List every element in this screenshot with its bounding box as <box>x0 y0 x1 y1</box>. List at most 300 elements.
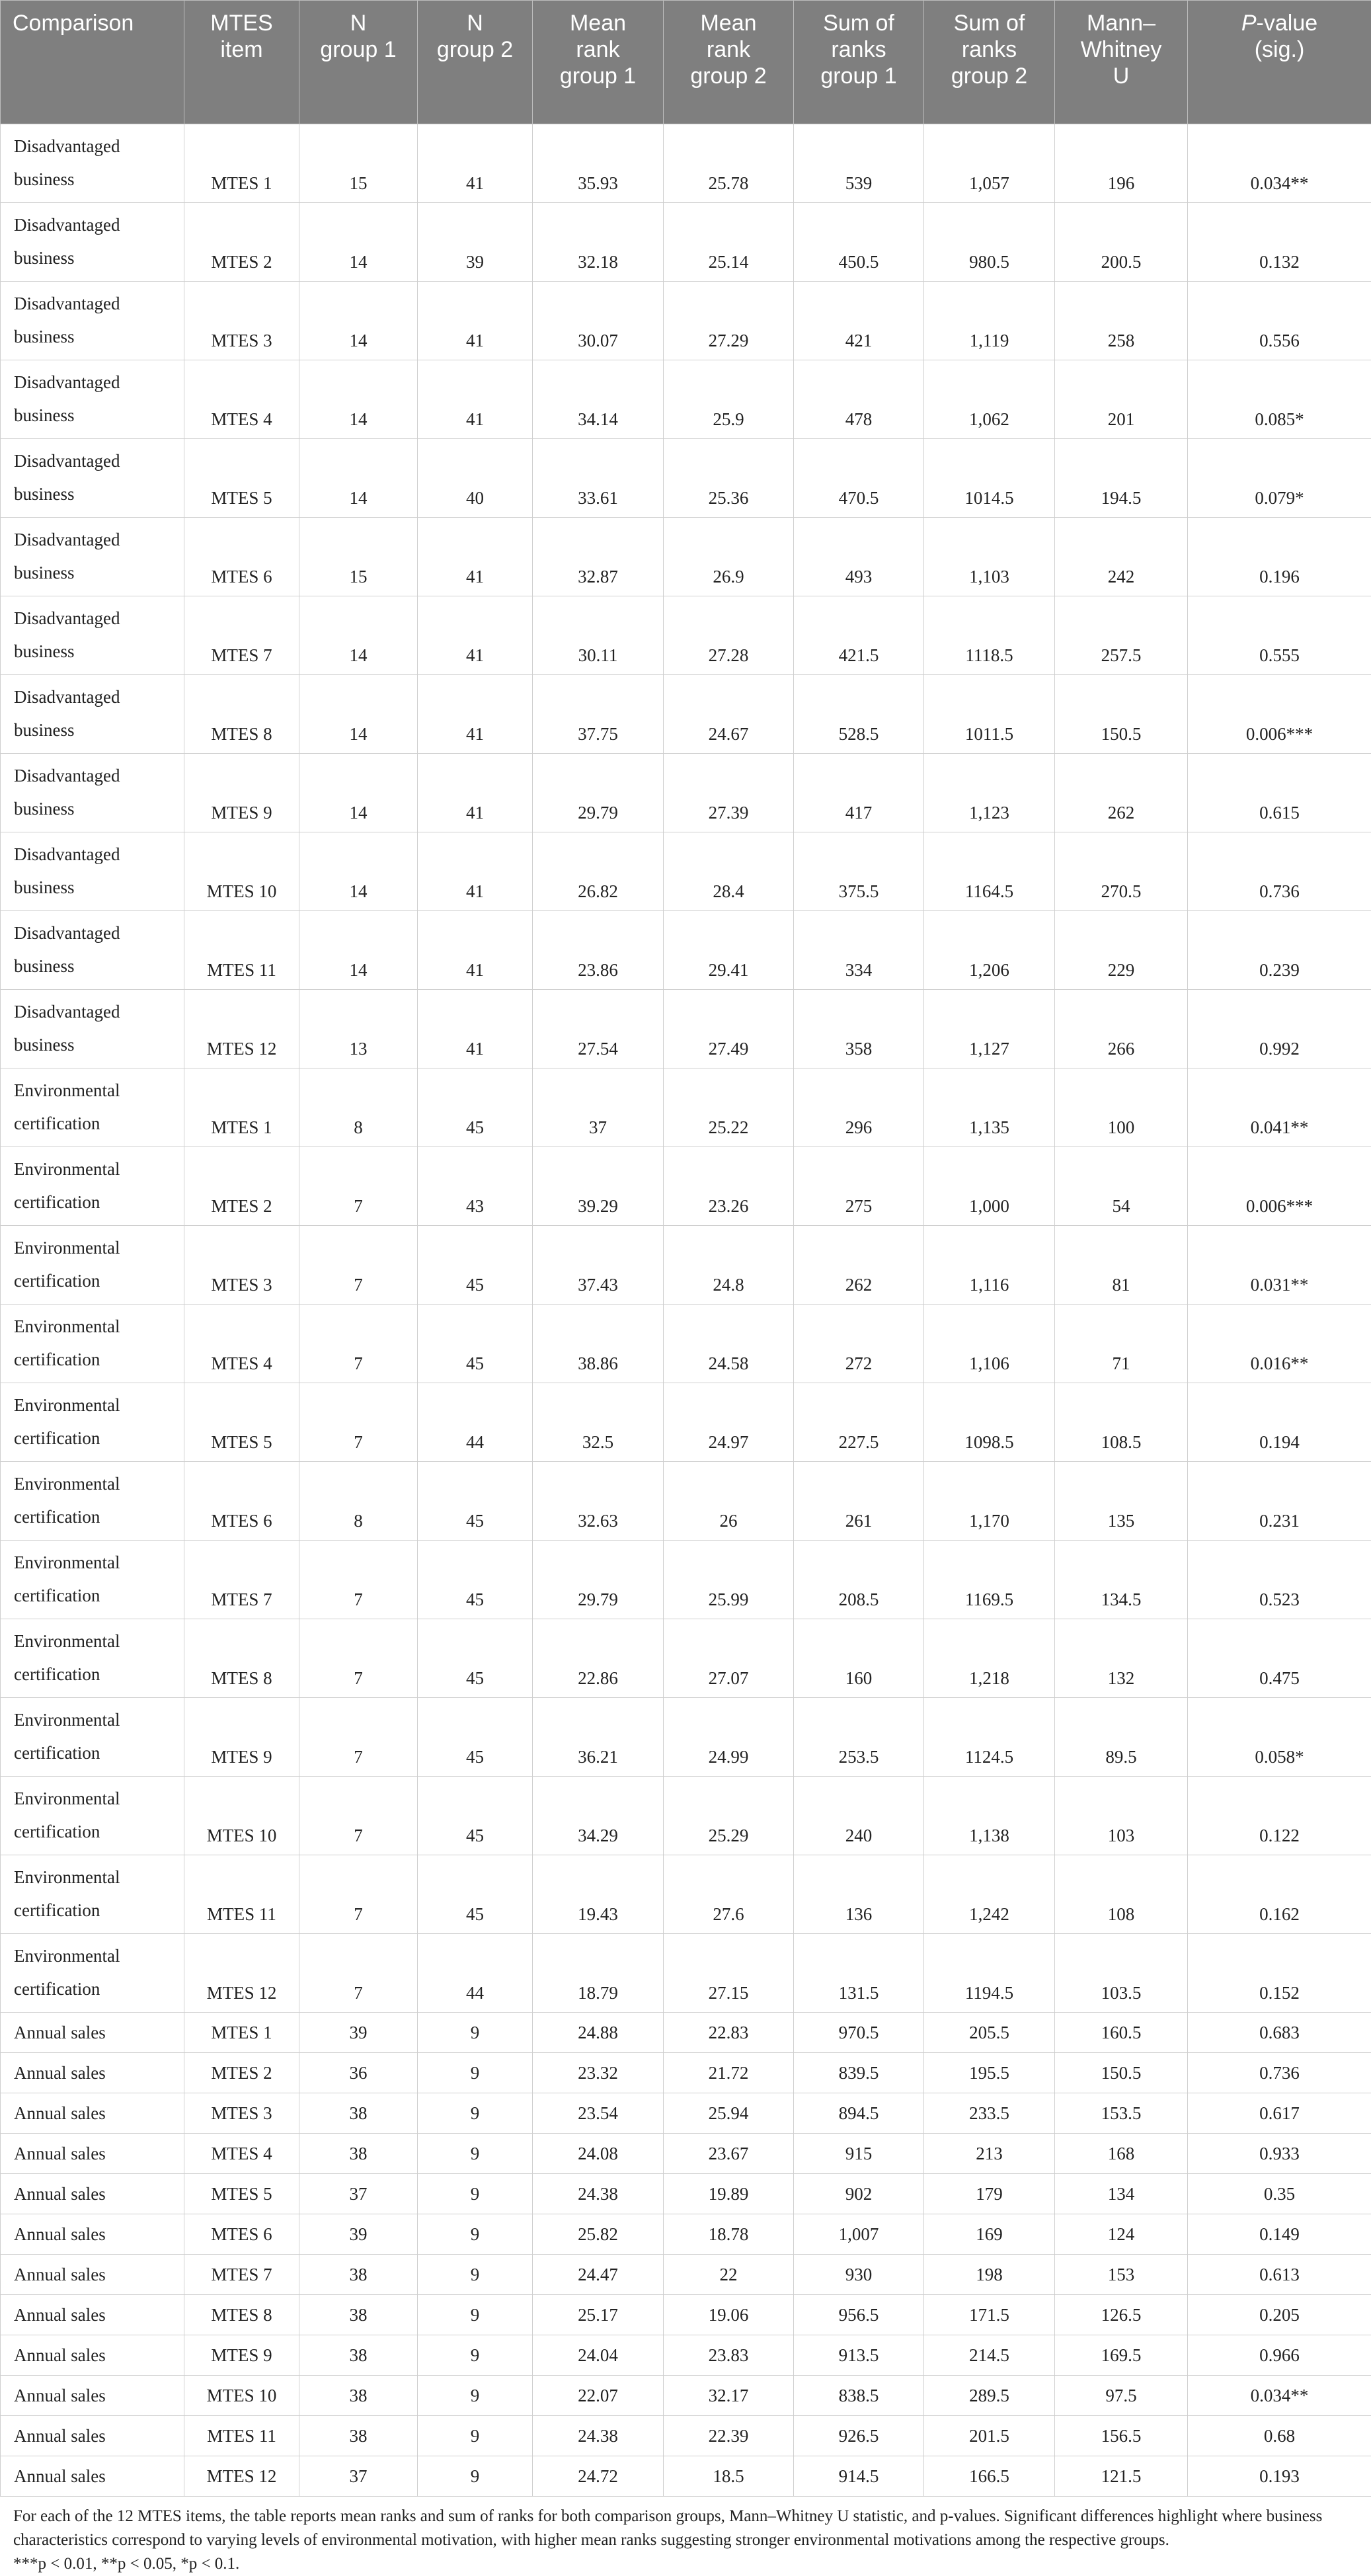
cell-mtes-item: MTES 4 <box>184 1305 299 1383</box>
cell-p-value: 0.006*** <box>1188 1147 1371 1226</box>
table-row <box>1 1147 1371 1226</box>
cell-n-group-1: 38 <box>299 2376 418 2416</box>
cell-mann-whitney-u: 266 <box>1055 990 1188 1068</box>
cell-mtes-item: MTES 1 <box>184 124 299 203</box>
cell-n-group-1: 14 <box>299 832 418 911</box>
cell-n-group-2: 9 <box>418 2093 533 2134</box>
cell-mean-rank-group-1: 32.63 <box>533 1462 664 1541</box>
cell-mann-whitney-u: 71 <box>1055 1305 1188 1383</box>
cell-mtes-item: MTES 11 <box>184 911 299 990</box>
cell-comparison: Annual sales <box>1 2456 184 2497</box>
cell-mean-rank-group-2: 25.9 <box>664 360 794 439</box>
cell-n-group-1: 37 <box>299 2456 418 2497</box>
cell-sum-ranks-group-2: 1,218 <box>924 1619 1055 1698</box>
cell-n-group-2: 40 <box>418 439 533 518</box>
cell-sum-ranks-group-1: 902 <box>794 2174 924 2214</box>
cell-mean-rank-group-1: 38.86 <box>533 1305 664 1383</box>
cell-n-group-1: 7 <box>299 1777 418 1855</box>
cell-sum-ranks-group-1: 528.5 <box>794 675 924 754</box>
cell-n-group-1: 14 <box>299 754 418 832</box>
cell-mann-whitney-u: 108 <box>1055 1855 1188 1934</box>
cell-mean-rank-group-2: 27.15 <box>664 1934 794 2013</box>
table-row <box>1 596 1371 675</box>
cell-mann-whitney-u: 257.5 <box>1055 596 1188 675</box>
cell-n-group-1: 38 <box>299 2093 418 2134</box>
cell-mean-rank-group-2: 25.22 <box>664 1068 794 1147</box>
header-mean-rank-group-1: Mean rank group 1 <box>533 1 664 124</box>
cell-sum-ranks-group-2: 201.5 <box>924 2416 1055 2456</box>
cell-comparison: Environmental certification <box>1 1698 184 1777</box>
cell-n-group-2: 41 <box>418 596 533 675</box>
cell-mean-rank-group-1: 32.5 <box>533 1383 664 1462</box>
cell-p-value: 0.613 <box>1188 2255 1371 2295</box>
cell-sum-ranks-group-1: 272 <box>794 1305 924 1383</box>
cell-sum-ranks-group-2: 205.5 <box>924 2013 1055 2053</box>
cell-p-value: 0.194 <box>1188 1383 1371 1462</box>
cell-mann-whitney-u: 153.5 <box>1055 2093 1188 2134</box>
cell-n-group-2: 44 <box>418 1934 533 2013</box>
cell-n-group-1: 38 <box>299 2416 418 2456</box>
cell-comparison: Annual sales <box>1 2214 184 2255</box>
cell-n-group-1: 14 <box>299 439 418 518</box>
cell-mtes-item: MTES 3 <box>184 282 299 360</box>
cell-n-group-2: 41 <box>418 754 533 832</box>
cell-comparison: Annual sales <box>1 2376 184 2416</box>
cell-mtes-item: MTES 5 <box>184 2174 299 2214</box>
table-row <box>1 832 1371 911</box>
cell-sum-ranks-group-1: 334 <box>794 911 924 990</box>
cell-mann-whitney-u: 201 <box>1055 360 1188 439</box>
table-row <box>1 1462 1371 1541</box>
header-sum-ranks-group-2: Sum of ranks group 2 <box>924 1 1055 124</box>
cell-mann-whitney-u: 150.5 <box>1055 2053 1188 2093</box>
table-row <box>1 1777 1371 1855</box>
cell-mann-whitney-u: 229 <box>1055 911 1188 990</box>
cell-n-group-2: 45 <box>418 1068 533 1147</box>
cell-mean-rank-group-2: 26 <box>664 1462 794 1541</box>
cell-p-value: 0.205 <box>1188 2295 1371 2335</box>
cell-sum-ranks-group-1: 227.5 <box>794 1383 924 1462</box>
cell-mann-whitney-u: 153 <box>1055 2255 1188 2295</box>
cell-sum-ranks-group-2: 1194.5 <box>924 1934 1055 2013</box>
table-row <box>1 990 1371 1068</box>
table-row <box>1 439 1371 518</box>
cell-p-value: 0.152 <box>1188 1934 1371 2013</box>
cell-sum-ranks-group-2: 1,119 <box>924 282 1055 360</box>
table-row <box>1 2013 1371 2053</box>
cell-sum-ranks-group-2: 1,170 <box>924 1462 1055 1541</box>
cell-mann-whitney-u: 150.5 <box>1055 675 1188 754</box>
cell-mtes-item: MTES 5 <box>184 1383 299 1462</box>
cell-p-value: 0.193 <box>1188 2456 1371 2497</box>
cell-p-value: 0.034** <box>1188 124 1371 203</box>
cell-mean-rank-group-1: 30.11 <box>533 596 664 675</box>
cell-mean-rank-group-1: 22.86 <box>533 1619 664 1698</box>
header-comparison: Comparison <box>1 1 184 124</box>
cell-mean-rank-group-1: 29.79 <box>533 754 664 832</box>
cell-mean-rank-group-1: 27.54 <box>533 990 664 1068</box>
cell-comparison: Annual sales <box>1 2255 184 2295</box>
cell-comparison: Disadvantaged business <box>1 675 184 754</box>
header-mean-rank-group-2: Mean rank group 2 <box>664 1 794 124</box>
cell-comparison: Environmental certification <box>1 1855 184 1934</box>
cell-mean-rank-group-1: 24.08 <box>533 2134 664 2174</box>
cell-sum-ranks-group-1: 160 <box>794 1619 924 1698</box>
table-row <box>1 1934 1371 2013</box>
cell-mtes-item: MTES 12 <box>184 2456 299 2497</box>
cell-p-value: 0.556 <box>1188 282 1371 360</box>
cell-sum-ranks-group-1: 421.5 <box>794 596 924 675</box>
cell-comparison: Disadvantaged business <box>1 360 184 439</box>
cell-comparison: Environmental certification <box>1 1383 184 1462</box>
cell-comparison: Environmental certification <box>1 1619 184 1698</box>
cell-mann-whitney-u: 200.5 <box>1055 203 1188 282</box>
cell-p-value: 0.68 <box>1188 2416 1371 2456</box>
header-mtes-item: MTES item <box>184 1 299 124</box>
cell-mtes-item: MTES 2 <box>184 1147 299 1226</box>
cell-sum-ranks-group-2: 1,242 <box>924 1855 1055 1934</box>
cell-comparison: Disadvantaged business <box>1 282 184 360</box>
cell-sum-ranks-group-2: 1,000 <box>924 1147 1055 1226</box>
cell-mean-rank-group-1: 24.72 <box>533 2456 664 2497</box>
cell-n-group-2: 45 <box>418 1462 533 1541</box>
cell-n-group-2: 39 <box>418 203 533 282</box>
cell-mtes-item: MTES 9 <box>184 1698 299 1777</box>
cell-sum-ranks-group-2: 1,116 <box>924 1226 1055 1305</box>
cell-mean-rank-group-2: 27.28 <box>664 596 794 675</box>
table-footnote <box>0 2497 1371 2576</box>
cell-n-group-1: 14 <box>299 203 418 282</box>
cell-mtes-item: MTES 8 <box>184 1619 299 1698</box>
cell-mean-rank-group-2: 23.26 <box>664 1147 794 1226</box>
cell-mean-rank-group-1: 22.07 <box>533 2376 664 2416</box>
cell-n-group-2: 41 <box>418 124 533 203</box>
cell-sum-ranks-group-1: 470.5 <box>794 439 924 518</box>
cell-mean-rank-group-2: 27.6 <box>664 1855 794 1934</box>
cell-n-group-1: 7 <box>299 1383 418 1462</box>
cell-n-group-2: 9 <box>418 2053 533 2093</box>
cell-comparison: Environmental certification <box>1 1305 184 1383</box>
table-row <box>1 1855 1371 1934</box>
cell-mean-rank-group-1: 30.07 <box>533 282 664 360</box>
table-row <box>1 360 1371 439</box>
cell-mann-whitney-u: 160.5 <box>1055 2013 1188 2053</box>
cell-sum-ranks-group-1: 1,007 <box>794 2214 924 2255</box>
cell-n-group-1: 39 <box>299 2214 418 2255</box>
cell-n-group-2: 9 <box>418 2214 533 2255</box>
cell-mean-rank-group-2: 18.5 <box>664 2456 794 2497</box>
cell-mean-rank-group-1: 24.04 <box>533 2335 664 2376</box>
cell-p-value: 0.239 <box>1188 911 1371 990</box>
cell-n-group-1: 38 <box>299 2134 418 2174</box>
cell-mann-whitney-u: 89.5 <box>1055 1698 1188 1777</box>
table-row <box>1 2376 1371 2416</box>
cell-sum-ranks-group-1: 970.5 <box>794 2013 924 2053</box>
cell-sum-ranks-group-2: 1011.5 <box>924 675 1055 754</box>
cell-mtes-item: MTES 11 <box>184 2416 299 2456</box>
cell-n-group-2: 45 <box>418 1855 533 1934</box>
cell-mean-rank-group-1: 36.21 <box>533 1698 664 1777</box>
cell-mtes-item: MTES 2 <box>184 2053 299 2093</box>
cell-p-value: 0.231 <box>1188 1462 1371 1541</box>
cell-sum-ranks-group-1: 375.5 <box>794 832 924 911</box>
cell-mann-whitney-u: 97.5 <box>1055 2376 1188 2416</box>
table-row <box>1 1305 1371 1383</box>
cell-mean-rank-group-2: 29.41 <box>664 911 794 990</box>
cell-n-group-1: 15 <box>299 518 418 596</box>
table-row <box>1 1698 1371 1777</box>
cell-mean-rank-group-2: 24.67 <box>664 675 794 754</box>
cell-mtes-item: MTES 6 <box>184 1462 299 1541</box>
cell-p-value: 0.35 <box>1188 2174 1371 2214</box>
cell-sum-ranks-group-1: 208.5 <box>794 1541 924 1619</box>
cell-n-group-2: 9 <box>418 2295 533 2335</box>
cell-comparison: Disadvantaged business <box>1 439 184 518</box>
cell-n-group-2: 45 <box>418 1777 533 1855</box>
cell-sum-ranks-group-1: 930 <box>794 2255 924 2295</box>
cell-n-group-1: 7 <box>299 1541 418 1619</box>
cell-mean-rank-group-1: 37.43 <box>533 1226 664 1305</box>
cell-comparison: Environmental certification <box>1 1777 184 1855</box>
cell-mann-whitney-u: 108.5 <box>1055 1383 1188 1462</box>
cell-mtes-item: MTES 4 <box>184 2134 299 2174</box>
cell-n-group-2: 41 <box>418 282 533 360</box>
cell-comparison: Disadvantaged business <box>1 754 184 832</box>
cell-mean-rank-group-1: 25.17 <box>533 2295 664 2335</box>
cell-mean-rank-group-2: 27.07 <box>664 1619 794 1698</box>
cell-mtes-item: MTES 3 <box>184 2093 299 2134</box>
table-row <box>1 1541 1371 1619</box>
cell-comparison: Environmental certification <box>1 1934 184 2013</box>
cell-mtes-item: MTES 9 <box>184 754 299 832</box>
cell-mtes-item: MTES 7 <box>184 596 299 675</box>
cell-sum-ranks-group-2: 1,135 <box>924 1068 1055 1147</box>
cell-n-group-2: 9 <box>418 2376 533 2416</box>
cell-mann-whitney-u: 81 <box>1055 1226 1188 1305</box>
cell-n-group-1: 38 <box>299 2335 418 2376</box>
cell-n-group-1: 14 <box>299 675 418 754</box>
cell-sum-ranks-group-1: 915 <box>794 2134 924 2174</box>
cell-sum-ranks-group-2: 171.5 <box>924 2295 1055 2335</box>
cell-p-value: 0.475 <box>1188 1619 1371 1698</box>
cell-mann-whitney-u: 132 <box>1055 1619 1188 1698</box>
cell-comparison: Environmental certification <box>1 1541 184 1619</box>
cell-mtes-item: MTES 7 <box>184 1541 299 1619</box>
cell-p-value: 0.196 <box>1188 518 1371 596</box>
footnote-significance: ***p < 0.01, **p < 0.05, *p < 0.1. <box>13 2552 1358 2576</box>
cell-mtes-item: MTES 1 <box>184 1068 299 1147</box>
cell-p-value: 0.615 <box>1188 754 1371 832</box>
cell-n-group-2: 9 <box>418 2013 533 2053</box>
cell-p-value: 0.122 <box>1188 1777 1371 1855</box>
cell-sum-ranks-group-1: 913.5 <box>794 2335 924 2376</box>
cell-p-value: 0.683 <box>1188 2013 1371 2053</box>
cell-p-value: 0.736 <box>1188 832 1371 911</box>
cell-mean-rank-group-1: 32.18 <box>533 203 664 282</box>
cell-mean-rank-group-1: 34.29 <box>533 1777 664 1855</box>
cell-mann-whitney-u: 103 <box>1055 1777 1188 1855</box>
cell-mtes-item: MTES 8 <box>184 675 299 754</box>
cell-mean-rank-group-1: 23.86 <box>533 911 664 990</box>
cell-mean-rank-group-1: 23.32 <box>533 2053 664 2093</box>
cell-n-group-1: 36 <box>299 2053 418 2093</box>
cell-p-value: 0.041** <box>1188 1068 1371 1147</box>
cell-n-group-1: 8 <box>299 1462 418 1541</box>
cell-sum-ranks-group-2: 1098.5 <box>924 1383 1055 1462</box>
cell-comparison: Environmental certification <box>1 1226 184 1305</box>
cell-sum-ranks-group-1: 539 <box>794 124 924 203</box>
cell-sum-ranks-group-1: 839.5 <box>794 2053 924 2093</box>
table-row <box>1 2134 1371 2174</box>
cell-mean-rank-group-2: 28.4 <box>664 832 794 911</box>
cell-mean-rank-group-1: 37.75 <box>533 675 664 754</box>
cell-mtes-item: MTES 3 <box>184 1226 299 1305</box>
cell-sum-ranks-group-2: 1,103 <box>924 518 1055 596</box>
cell-sum-ranks-group-2: 1,206 <box>924 911 1055 990</box>
cell-mann-whitney-u: 135 <box>1055 1462 1188 1541</box>
cell-p-value: 0.058* <box>1188 1698 1371 1777</box>
cell-mtes-item: MTES 8 <box>184 2295 299 2335</box>
cell-mann-whitney-u: 262 <box>1055 754 1188 832</box>
cell-mean-rank-group-1: 24.38 <box>533 2416 664 2456</box>
cell-n-group-2: 45 <box>418 1619 533 1698</box>
cell-n-group-2: 41 <box>418 990 533 1068</box>
cell-mtes-item: MTES 10 <box>184 2376 299 2416</box>
cell-p-value: 0.523 <box>1188 1541 1371 1619</box>
table-row <box>1 911 1371 990</box>
cell-sum-ranks-group-2: 1,123 <box>924 754 1055 832</box>
cell-mtes-item: MTES 10 <box>184 1777 299 1855</box>
table-row <box>1 2335 1371 2376</box>
cell-sum-ranks-group-2: 214.5 <box>924 2335 1055 2376</box>
cell-n-group-1: 7 <box>299 1226 418 1305</box>
cell-sum-ranks-group-2: 179 <box>924 2174 1055 2214</box>
cell-mtes-item: MTES 10 <box>184 832 299 911</box>
cell-mean-rank-group-2: 27.49 <box>664 990 794 1068</box>
cell-sum-ranks-group-1: 478 <box>794 360 924 439</box>
cell-comparison: Environmental certification <box>1 1147 184 1226</box>
cell-mann-whitney-u: 121.5 <box>1055 2456 1188 2497</box>
cell-sum-ranks-group-2: 289.5 <box>924 2376 1055 2416</box>
cell-mean-rank-group-2: 25.99 <box>664 1541 794 1619</box>
cell-comparison: Disadvantaged business <box>1 911 184 990</box>
table-row <box>1 2416 1371 2456</box>
cell-comparison: Annual sales <box>1 2295 184 2335</box>
cell-mean-rank-group-1: 24.47 <box>533 2255 664 2295</box>
cell-p-value: 0.736 <box>1188 2053 1371 2093</box>
cell-p-value: 0.617 <box>1188 2093 1371 2134</box>
table-row <box>1 2214 1371 2255</box>
table-row <box>1 282 1371 360</box>
cell-p-value: 0.006*** <box>1188 675 1371 754</box>
table-row <box>1 203 1371 282</box>
cell-sum-ranks-group-2: 1,062 <box>924 360 1055 439</box>
cell-p-value: 0.132 <box>1188 203 1371 282</box>
cell-mean-rank-group-2: 27.29 <box>664 282 794 360</box>
cell-mean-rank-group-2: 26.9 <box>664 518 794 596</box>
cell-mean-rank-group-1: 32.87 <box>533 518 664 596</box>
cell-p-value: 0.079* <box>1188 439 1371 518</box>
cell-comparison: Annual sales <box>1 2013 184 2053</box>
cell-sum-ranks-group-2: 169 <box>924 2214 1055 2255</box>
table-body <box>1 124 1371 2497</box>
cell-mtes-item: MTES 7 <box>184 2255 299 2295</box>
cell-mean-rank-group-2: 23.67 <box>664 2134 794 2174</box>
cell-p-value: 0.992 <box>1188 990 1371 1068</box>
cell-mann-whitney-u: 196 <box>1055 124 1188 203</box>
cell-sum-ranks-group-2: 980.5 <box>924 203 1055 282</box>
table-row <box>1 2295 1371 2335</box>
cell-mean-rank-group-1: 39.29 <box>533 1147 664 1226</box>
cell-n-group-2: 9 <box>418 2456 533 2497</box>
cell-mtes-item: MTES 9 <box>184 2335 299 2376</box>
cell-sum-ranks-group-2: 1118.5 <box>924 596 1055 675</box>
cell-comparison: Annual sales <box>1 2093 184 2134</box>
cell-sum-ranks-group-1: 261 <box>794 1462 924 1541</box>
cell-mean-rank-group-2: 19.89 <box>664 2174 794 2214</box>
cell-sum-ranks-group-1: 136 <box>794 1855 924 1934</box>
cell-comparison: Annual sales <box>1 2134 184 2174</box>
cell-comparison: Disadvantaged business <box>1 203 184 282</box>
cell-mean-rank-group-1: 35.93 <box>533 124 664 203</box>
cell-mean-rank-group-1: 26.82 <box>533 832 664 911</box>
table-row <box>1 2093 1371 2134</box>
header-mann-whitney-u: Mann– Whitney U <box>1055 1 1188 124</box>
cell-mann-whitney-u: 100 <box>1055 1068 1188 1147</box>
cell-sum-ranks-group-1: 253.5 <box>794 1698 924 1777</box>
cell-mann-whitney-u: 168 <box>1055 2134 1188 2174</box>
cell-n-group-2: 44 <box>418 1383 533 1462</box>
cell-comparison: Annual sales <box>1 2174 184 2214</box>
cell-sum-ranks-group-2: 1164.5 <box>924 832 1055 911</box>
cell-mtes-item: MTES 5 <box>184 439 299 518</box>
cell-mtes-item: MTES 1 <box>184 2013 299 2053</box>
cell-mann-whitney-u: 54 <box>1055 1147 1188 1226</box>
cell-mean-rank-group-2: 27.39 <box>664 754 794 832</box>
cell-sum-ranks-group-2: 195.5 <box>924 2053 1055 2093</box>
cell-mean-rank-group-2: 22 <box>664 2255 794 2295</box>
cell-comparison: Disadvantaged business <box>1 990 184 1068</box>
table-row <box>1 2456 1371 2497</box>
cell-mean-rank-group-1: 24.38 <box>533 2174 664 2214</box>
cell-comparison: Disadvantaged business <box>1 596 184 675</box>
cell-mann-whitney-u: 242 <box>1055 518 1188 596</box>
cell-mean-rank-group-2: 25.29 <box>664 1777 794 1855</box>
cell-p-value: 0.034** <box>1188 2376 1371 2416</box>
cell-sum-ranks-group-2: 1014.5 <box>924 439 1055 518</box>
table-row <box>1 675 1371 754</box>
table-row <box>1 2255 1371 2295</box>
table-row <box>1 124 1371 203</box>
cell-mtes-item: MTES 12 <box>184 1934 299 2013</box>
cell-n-group-2: 9 <box>418 2174 533 2214</box>
cell-mean-rank-group-1: 34.14 <box>533 360 664 439</box>
cell-sum-ranks-group-1: 296 <box>794 1068 924 1147</box>
cell-sum-ranks-group-1: 417 <box>794 754 924 832</box>
cell-sum-ranks-group-1: 926.5 <box>794 2416 924 2456</box>
cell-mean-rank-group-1: 25.82 <box>533 2214 664 2255</box>
cell-sum-ranks-group-1: 450.5 <box>794 203 924 282</box>
header-sum-ranks-group-1: Sum of ranks group 1 <box>794 1 924 124</box>
cell-mean-rank-group-2: 24.8 <box>664 1226 794 1305</box>
cell-mean-rank-group-2: 24.58 <box>664 1305 794 1383</box>
cell-n-group-1: 7 <box>299 1305 418 1383</box>
cell-n-group-2: 43 <box>418 1147 533 1226</box>
cell-comparison: Environmental certification <box>1 1068 184 1147</box>
cell-sum-ranks-group-1: 493 <box>794 518 924 596</box>
cell-n-group-1: 14 <box>299 596 418 675</box>
cell-sum-ranks-group-1: 421 <box>794 282 924 360</box>
